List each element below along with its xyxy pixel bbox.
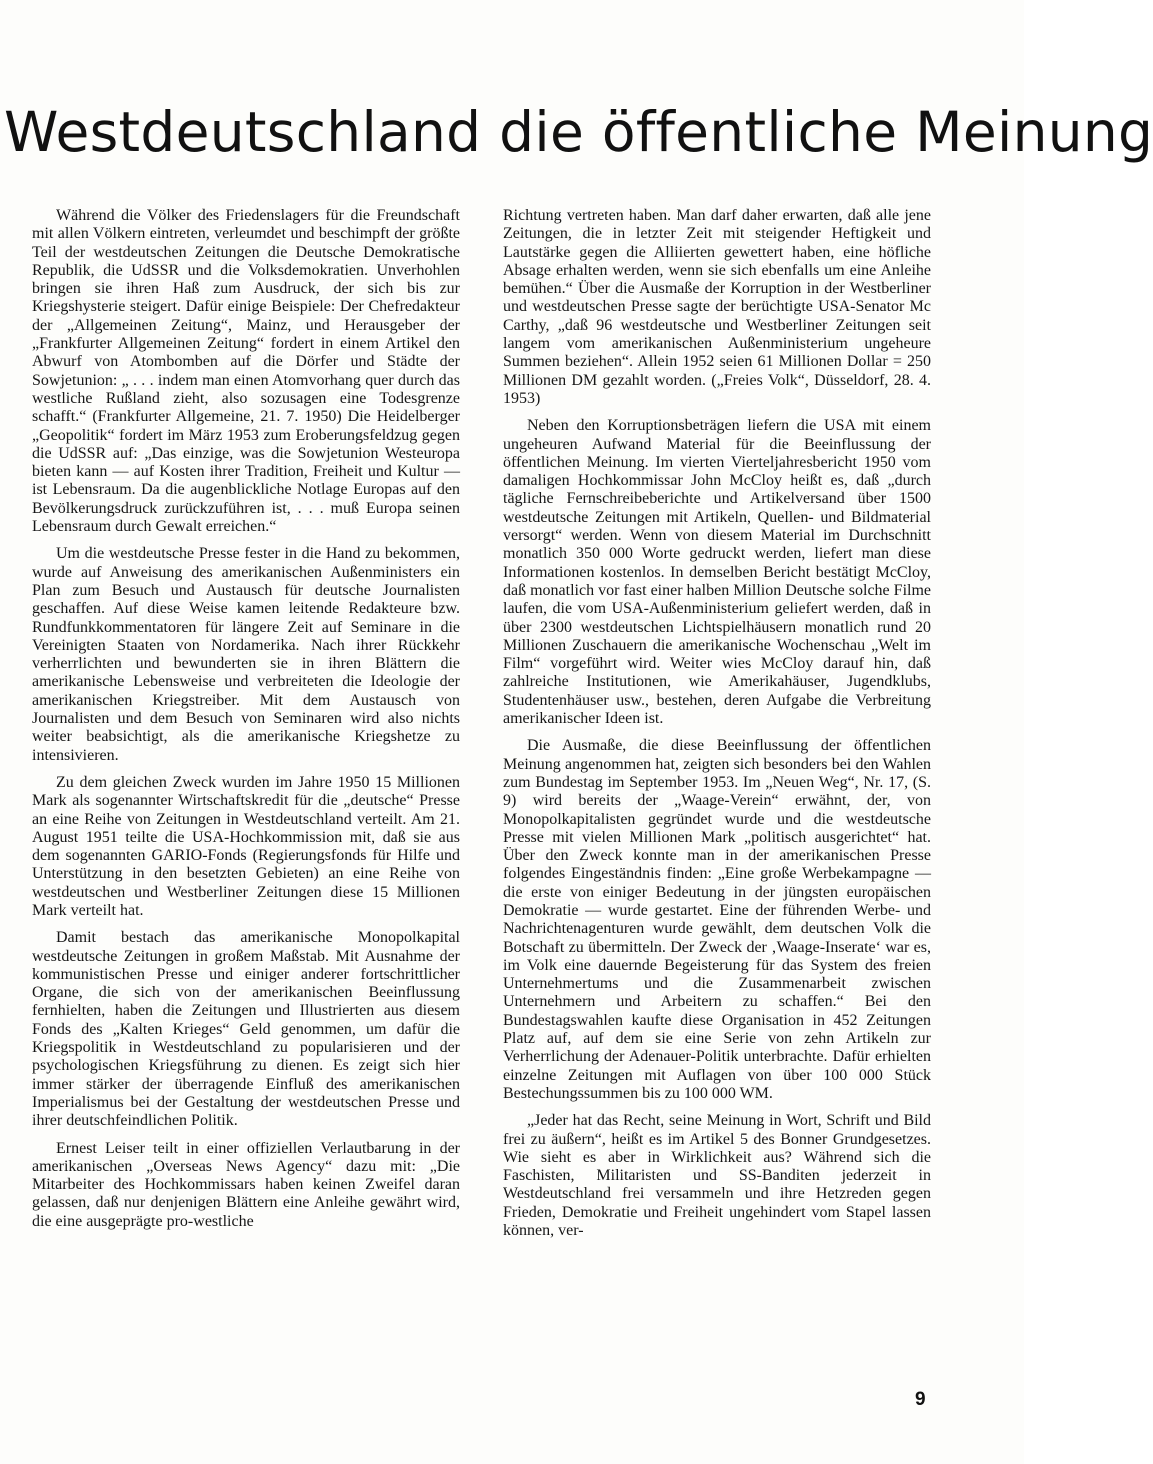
paragraph-continued: Richtung vertreten haben. Man darf daher erwarten, daß alle jene Zeitungen, die in letzter Zeit mit steigender Heftigkeit und Lautstärke gegen die Alliierten gewettert haben, eine höfliche Absage erhalten werden, wenn sie sich ebenfalls um eine Anleihe bemühen.“ Über die Ausmaße der Korruption in der Westberliner und westdeutschen Presse sagte der berüchtigte USA-Senator Mc Carthy, „daß 96 westdeutsche und Westberliner Zeitungen seit langem vom amerikanischen Außenministerium ungeheure Summen beziehen“. Allein 1952 seien 61 Millionen Dollar = 250 Millionen DM gezahlt worden. („Freies Volk“, Düsseldorf, 28. 4. 1953) [503, 207, 931, 407]
paragraph: Die Ausmaße, die diese Beeinflussung der öffentlichen Meinung angenommen hat, zeigten sich besonders bei den Wahlen zum Bundestag im September 1953. Im „Neuen Weg“, Nr. 17, (S. 9) wird bereits der „Waage-Verein“ erwähnt, der, von Monopolkapitalisten gegründet wurde und die westdeutsche Presse mit vielen Millionen Mark „politisch ausgerichtet“ hat. Über den Zweck konnte man in der amerikanischen Presse folgendes Eingeständnis finden: „Eine große Werbekampagne — die erste von einiger Bedeutung in der jüngsten europäischen Demokratie — wurde gestartet. Eine der führenden Werbe- und Nachrichtenagenturen wurde gewählt, dem deutschen Volk die Botschaft zu übermitteln. Der Zweck der ‚Waage-Inserate‘ war es, im Volk eine dauernde Begeisterung für das System des freien Unternehmertums und die Zusammenarbeit zwischen Unternehmern und Arbeitern zu schaffen.“ Bei den Bundestagswahlen kaufte diese Organisation in 452 Zeitungen Platz auf, auf dem sie eine Serie von zehn Artikeln zur Verherrlichung der Adenauer-Politik unterbrachte. Dafür erhielten einzelne Zeitungen mit Auflagen von über 100 000 Stück Bestechungssummen bis zu 100 000 WM. [503, 737, 931, 1102]
paragraph: Damit bestach das amerikanische Monopolkapital westdeutsche Zeitungen in großem Maßstab. Mit Ausnahme der kommunistischen Presse und einiger anderer fortschrittlicher Organe, die sich von der amerikanischen Beeinflussung fernhielten, haben die Zeitungen und Illustrierten aus diesem Fonds des „Kalten Krieges“ Geld genommen, um dafür die Kriegspolitik in Westdeutschland zu popularisieren und der psychologischen Kriegsführung zu dienen. Es zeigt sich hier immer stärker der überragende Einfluß des amerikanischen Imperialismus bei der Gestaltung der westdeutschen Presse und ihrer deutschfeindlichen Politik. [32, 929, 460, 1130]
paragraph: Ernest Leiser teilt in einer offiziellen Verlautbarung in der amerikanischen „Overseas News Agency“ dazu mit: „Die Mitarbeiter des Hochkommissars haben keinen Zweifel daran gelassen, daß nur denjenigen Blättern eine Anleihe gewährt wird, die eine ausgeprägte pro-westliche [32, 1139, 460, 1230]
left-column [32, 207, 460, 1240]
paragraph: Neben den Korruptionsbeträgen liefern die USA mit einem ungeheuren Aufwand Material für die Beeinflussung der öffentlichen Meinung. Im vierten Vierteljahresbericht 1950 vom damaligen Hochkommissar John McCloy heißt es, daß „durch tägliche Fernschreibeberichte und Artikelversand über 1500 westdeutsche Zeitungen mit Artikeln, Quellen- und Bildmaterial versorgt“ werden. Wenn von diesem Material im Durchschnitt monatlich 350 000 Worte gedruckt werden, liefert man diese Informationen kostenlos. In demselben Bericht bestätigt McCloy, daß monatlich vor fast einer halben Million Deutsche solche Filme laufen, die vom USA-Außenministerium geliefert werden, daß in über 2300 westdeutschen Lichtspielhäusern monatlich rund 20 Millionen Zuschauern die amerikanische Wochenschau „Welt im Film“ vorgeführt wird. Weiter wies McCloy darauf hin, daß zahlreiche Institutionen, wie Amerikahäuser, Jugendklubs, Studentenhäuser usw., bestehen, deren Aufgabe die Verbreitung amerikanischer Ideen ist. [503, 417, 931, 728]
paragraph: Zu dem gleichen Zweck wurden im Jahre 1950 15 Millionen Mark als sogenannter Wirtschaftskredit für die „deutsche“ Presse an eine Reihe von Zeitungen in Westdeutschland verteilt. Am 21. August 1951 teilte die USA-Hochkommission mit, daß sie aus dem sogenannten GARIO-Fonds (Regierungsfonds für Hilfe und Unterstützung in den besetzten Gebieten) an eine Reihe von westdeutschen und Westberliner Zeitungen diese 15 Millionen Mark verteilt hat. [32, 773, 460, 919]
paragraph: Während die Völker des Friedenslagers für die Freundschaft mit allen Völkern eintreten, verleumdet und beschimpft der größte Teil der westdeutschen Zeitungen die Deutsche Demokratische Republik, die UdSSR und die Volksdemokratien. Unverhohlen bringen sie ihren Haß zum Ausdruck, der sich bis zur Kriegshysterie steigert. Dafür einige Beispiele: Der Chefredakteur der „Allgemeinen Zeitung“, Mainz, und Herausgeber der „Frankfurter Allgemeinen Zeitung“ fordert in einem Artikel den Abwurf von Atombomben auf die Dörfer und Städte der Sowjetunion: „ . . . indem man einen Atomvorhang quer durch das westliche Rußland zieht, also sozusagen eine Todesgrenze schafft.“ (Frankfurter Allgemeine, 21. 7. 1950) Die Heidelberger „Geopolitik“ fordert im März 1953 zum Eroberungsfeldzug gegen die UdSSR auf: „Das einzige, was die Sowjetunion Westeuropa bieten kann — auf Kosten ihrer Tradition, Freiheit und Kultur — ist Lebensraum. Da die augenblickliche Notlage Europas auf den Bevölkerungsdruck zurückzuführen ist, . . . muß Europa seinen Lebensraum durch Gewalt erreichen.“ [32, 207, 460, 536]
article-title: Westdeutschland die öffentliche Meinung [4, 100, 1153, 164]
paragraph: „Jeder hat das Recht, seine Meinung in Wort, Schrift und Bild frei zu äußern“, heißt es im Artikel 5 des Bonner Grundgesetzes. Wie sieht es aber in Wirklichkeit aus? Während sich die Faschisten, Militaristen und SS-Banditen jederzeit in Westdeutschland frei versammeln und ihre Hetzreden gegen Frieden, Demokratie und Freiheit ungehindert vom Stapel lassen können, ver- [503, 1112, 931, 1240]
right-column [503, 207, 931, 1249]
paragraph: Um die westdeutsche Presse fester in die Hand zu bekommen, wurde auf Anweisung des amerikanischen Außenministers ein Plan zum Besuch und Austausch für deutsche Journalisten geschaffen. Auf diese Weise kamen leitende Redakteure bzw. Rundfunkkommentatoren für längere Zeit auf Seminare in die Vereinigten Staaten von Nordamerika. Nach ihrer Rückkehr verherrlichten und bewunderten sie in ihren Blättern die amerikanische Lebensweise und verbreiteten die Ideologie der amerikanischen Kriegstreiber. Mit dem Austausch von Journalisten und dem Besuch von Seminaren wird also nichts weiter beabsichtigt, als die amerikanische Kriegshetze zu intensivieren. [32, 545, 460, 764]
page-number: 9 [915, 1389, 926, 1410]
